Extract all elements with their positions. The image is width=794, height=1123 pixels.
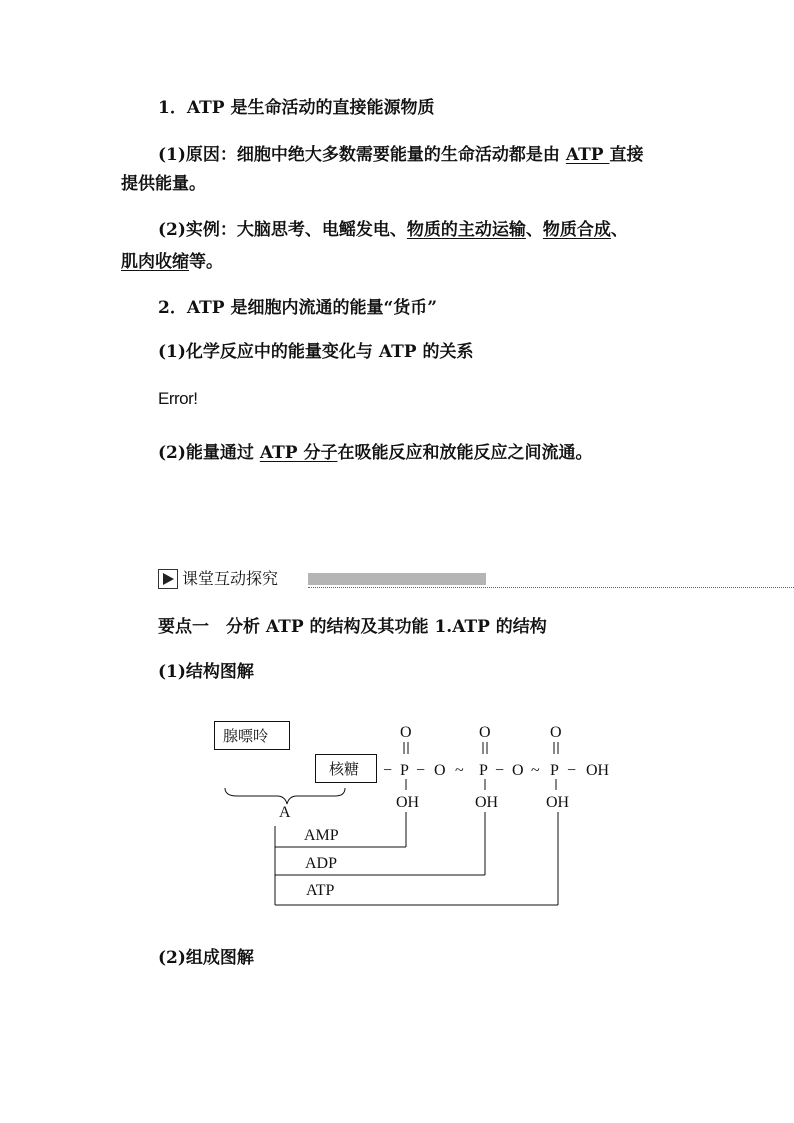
- section2-para2: [158, 442, 592, 464]
- oxygen-bridge-2: O: [512, 762, 524, 779]
- oxygen-top-1: O: [400, 724, 412, 741]
- section1-para1: [158, 144, 643, 166]
- oxygen-top-3: O: [550, 724, 562, 741]
- blank-atp-molecule: ATP 分子: [259, 443, 338, 463]
- keypoint-heading: 要点一 分析 ATP 的结构及其功能 1.ATP 的结构: [158, 617, 547, 637]
- banner-dotted-rule: [308, 587, 794, 588]
- section2-para2-prefix: (2)能量通过: [158, 443, 260, 463]
- bond-dash-1: −: [383, 762, 393, 779]
- banner-grey-block: [308, 573, 486, 585]
- oxygen-top-2: O: [479, 724, 491, 741]
- brace-icon: [225, 788, 345, 804]
- atp-structure-diagram: [205, 718, 635, 918]
- brace-label-a: A: [279, 804, 291, 821]
- para1-suffix: 直接: [609, 145, 644, 165]
- amp-label: AMP: [304, 827, 339, 844]
- oxygen-bridge-1: O: [434, 762, 446, 779]
- play-arrow-icon: [158, 569, 178, 589]
- atp-label: ATP: [306, 882, 335, 899]
- high-energy-bond-1: ~: [455, 762, 464, 779]
- error-text: Error!: [158, 389, 198, 408]
- section1-para2-line2: [121, 251, 223, 273]
- adenine-label: 腺嘌呤: [223, 727, 269, 745]
- section2-para2-suffix: 在吸能反应和放能反应之间流通。: [337, 443, 593, 463]
- banner-title: 课堂互动探究: [182, 569, 279, 588]
- para2-line2-suffix: 等。: [189, 252, 223, 272]
- phosphorus-2: P: [479, 762, 488, 779]
- blank-active-transport: 物质的主动运输: [406, 220, 526, 240]
- phosphorus-3: P: [550, 762, 559, 779]
- section1-para1-line2: 提供能量。: [121, 174, 206, 194]
- high-energy-bond-2: ~: [531, 762, 540, 779]
- para2-sep1: 、: [525, 220, 543, 240]
- bond-dash-3: −: [495, 762, 505, 779]
- section-banner: [158, 568, 718, 592]
- para2-prefix: (2)实例：大脑思考、电鳐发电、: [158, 220, 407, 240]
- para1-prefix: (1)原因：细胞中绝大多数需要能量的生命活动都是由: [158, 145, 566, 165]
- section2-para1: (1)化学反应中的能量变化与 ATP 的关系: [158, 342, 474, 362]
- blank-synthesis: 物质合成: [542, 220, 611, 240]
- para2-sep2: 、: [610, 220, 628, 240]
- phosphorus-1: P: [400, 762, 409, 779]
- hydroxyl-3: OH: [546, 794, 570, 811]
- blank-atp: ATP: [565, 145, 610, 165]
- section1-para2: [158, 219, 628, 241]
- section1-heading: 1．ATP 是生命活动的直接能源物质: [158, 98, 435, 118]
- hydroxyl-terminal: OH: [586, 762, 610, 779]
- adp-label: ADP: [305, 855, 338, 872]
- keypoint-sub1: (1)结构图解: [158, 662, 254, 682]
- bond-dash-2: −: [416, 762, 426, 779]
- ribose-label: 核糖: [329, 760, 360, 778]
- blank-muscle: 肌肉收缩: [121, 252, 189, 272]
- keypoint-sub2: (2)组成图解: [158, 948, 254, 968]
- hydroxyl-2: OH: [475, 794, 499, 811]
- hydroxyl-1: OH: [396, 794, 420, 811]
- bond-dash-4: −: [567, 762, 577, 779]
- section2-heading: 2．ATP 是细胞内流通的能量“货币”: [158, 298, 437, 318]
